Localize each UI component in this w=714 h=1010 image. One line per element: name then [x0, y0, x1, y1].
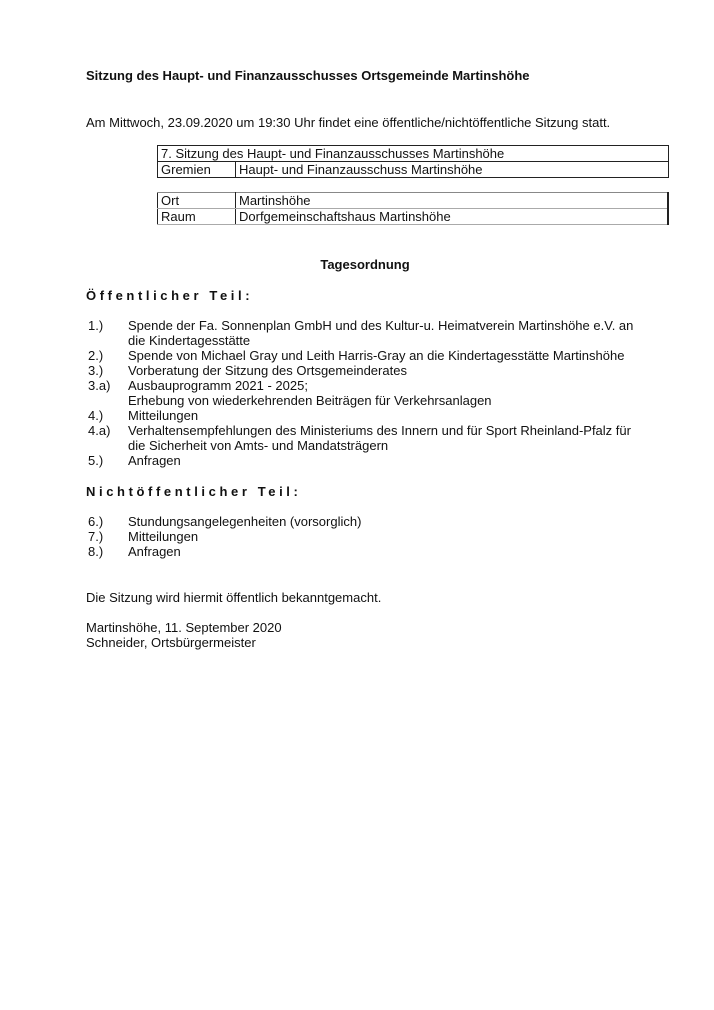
meeting-info-table — [157, 145, 669, 178]
agenda-item-number: 6.) — [88, 514, 104, 529]
agenda-item-number: 3.) — [88, 363, 104, 378]
meeting-intro: Am Mittwoch, 23.09.2020 um 19:30 Uhr findet eine öffentliche/nichtöffentliche Sitzung statt. — [86, 115, 611, 130]
agenda-item-line: Spende der Fa. Sonnenplan GmbH und des Kultur-u. Heimatverein Martinshöhe e.V. an — [128, 318, 634, 333]
agenda-item — [88, 318, 668, 348]
announcement-text: Die Sitzung wird hiermit öffentlich bekanntgemacht. — [86, 590, 382, 605]
document-title: Sitzung des Haupt- und Finanzausschusses Ortsgemeinde Martinshöhe — [86, 68, 530, 83]
agenda-item-line: Mitteilungen — [128, 408, 199, 423]
agenda-heading: Tagesordnung — [320, 257, 410, 272]
agenda-item-text — [128, 423, 668, 453]
row-label: Raum — [158, 209, 236, 225]
agenda-item-number: 7.) — [88, 529, 104, 544]
row-label: Ort — [158, 193, 236, 209]
table-row — [158, 209, 669, 225]
agenda-item — [88, 348, 668, 363]
agenda-item-line: die Kindertagesstätte — [128, 333, 251, 348]
table-row — [158, 146, 669, 162]
agenda-item-line: Mitteilungen — [128, 529, 199, 544]
agenda-item-line: Stundungsangelegenheiten (vorsorglich) — [128, 514, 362, 529]
agenda-item-line: Verhaltensempfehlungen des Ministeriums des Innern und für Sport Rheinland-Pfalz für — [128, 423, 631, 438]
agenda-item-text — [128, 453, 668, 468]
row-value: Dorfgemeinschaftshaus Martinshöhe — [236, 209, 669, 225]
table-row — [158, 162, 669, 178]
agenda-item — [88, 544, 668, 559]
agenda-item-number: 1.) — [88, 318, 104, 333]
agenda-item-number: 8.) — [88, 544, 104, 559]
agenda-item — [88, 453, 668, 468]
agenda-item-line: Erhebung von wiederkehrenden Beiträgen für Verkehrsanlagen — [128, 393, 492, 408]
location-info-table — [157, 192, 669, 225]
row-value: Martinshöhe — [236, 193, 669, 209]
agenda-item-text — [128, 348, 668, 363]
agenda-item-line: Spende von Michael Gray und Leith Harris-Gray an die Kindertagesstätte Martinshöhe — [128, 348, 625, 363]
agenda-item-number: 4.a) — [88, 423, 111, 438]
signature: Schneider, Ortsbürgermeister — [86, 635, 256, 650]
agenda-item-text — [128, 318, 668, 348]
agenda-item-number: 3.a) — [88, 378, 111, 393]
agenda-item-text — [128, 529, 668, 544]
row-value: Haupt- und Finanzausschuss Martinshöhe — [236, 162, 669, 178]
agenda-item-text — [128, 363, 668, 378]
agenda-item-number: 2.) — [88, 348, 104, 363]
meeting-title-cell: 7. Sitzung des Haupt- und Finanzausschusses Martinshöhe — [158, 146, 669, 162]
private-section-heading: Nichtöffentlicher Teil: — [86, 484, 302, 499]
private-agenda-list — [88, 514, 668, 559]
agenda-item — [88, 423, 668, 453]
agenda-item — [88, 514, 668, 529]
public-agenda-list — [88, 318, 668, 468]
table-row — [158, 193, 669, 209]
public-section-heading: Öffentlicher Teil: — [86, 288, 254, 303]
agenda-item-line: Anfragen — [128, 453, 181, 468]
place-date: Martinshöhe, 11. September 2020 — [86, 620, 282, 635]
agenda-item — [88, 529, 668, 544]
agenda-item-number: 5.) — [88, 453, 104, 468]
row-label: Gremien — [158, 162, 236, 178]
agenda-item — [88, 408, 668, 423]
agenda-item-text — [128, 378, 668, 408]
agenda-item-line: Anfragen — [128, 544, 181, 559]
agenda-item-text — [128, 408, 668, 423]
agenda-item-line: Vorberatung der Sitzung des Ortsgemeinderates — [128, 363, 407, 378]
agenda-item-number: 4.) — [88, 408, 104, 423]
agenda-item-text — [128, 514, 668, 529]
agenda-item-text — [128, 544, 668, 559]
agenda-item — [88, 363, 668, 378]
agenda-item-line: Ausbauprogramm 2021 - 2025; — [128, 378, 308, 393]
agenda-item-line: die Sicherheit von Amts- und Mandatsträgern — [128, 438, 389, 453]
agenda-item — [88, 378, 668, 408]
